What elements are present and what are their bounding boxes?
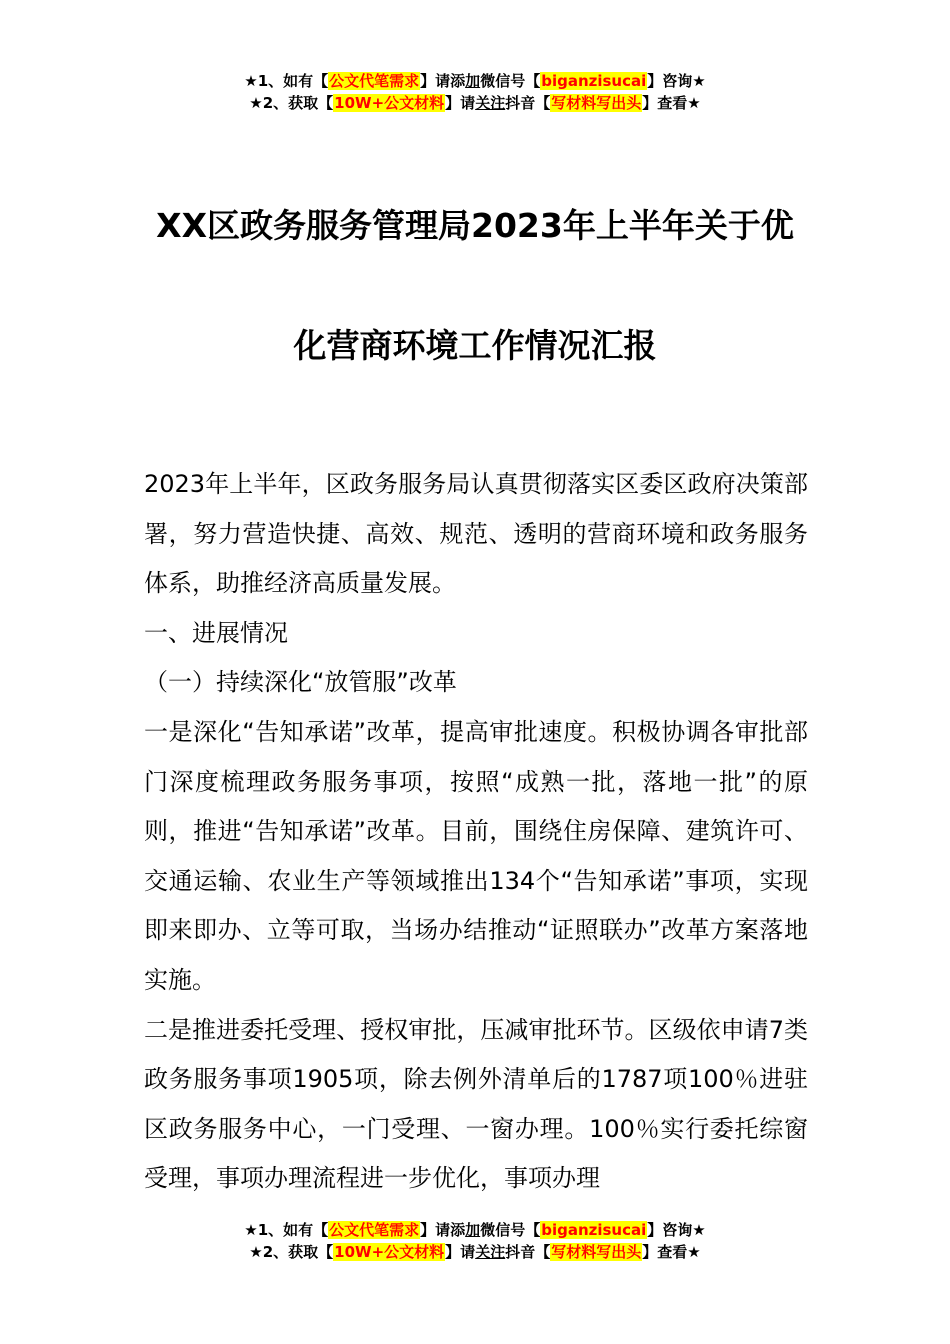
paragraph-item-2: 二是推进委托受理、授权审批，压减审批环节。区级依申请7类政务服务事项1905项，除去例外清单后的1787项100％进驻区政务服务中心，一门受理、一窗办理。100％实行委托综窗受理，事项办理流程进一步优化，事项办理: [144, 1015, 808, 1193]
document-body: [144, 460, 808, 1204]
highlight-service: 公文代笔需求: [329, 1221, 420, 1239]
banner-text: 2、获取【: [262, 1243, 334, 1261]
banner-text: 】请添: [420, 1221, 466, 1239]
star-icon: ★: [249, 1243, 263, 1261]
document-title-line-2: 化营商环境工作情况汇报: [293, 326, 657, 365]
banner-text: 2、获取【: [262, 94, 334, 112]
highlight-wechat-id: biganzisucai: [541, 72, 647, 90]
banner-line-2: [0, 1241, 950, 1263]
banner-text: 1、如有【: [257, 72, 329, 90]
banner-text: 微信号【: [480, 72, 541, 90]
banner-line-1: [0, 70, 950, 92]
banner-line-2: [0, 92, 950, 114]
banner-text: 抖音【: [505, 94, 551, 112]
banner-text: 】查看: [642, 1243, 688, 1261]
banner-underlined-text: 加: [465, 1221, 481, 1239]
section-heading: 一、进展情况: [144, 618, 288, 647]
banner-text: 1、如有【: [257, 1221, 329, 1239]
subsection-heading: （一）持续深化“放管服”改革: [144, 668, 457, 697]
paragraph-item-1: 一是深化“告知承诺”改革，提高审批速度。积极协调各审批部门深度梳理政务服务事项，按照“成熟一批，落地一批”的原则，推进“告知承诺”改革。目前，围绕住房保障、建筑许可、交通运输、农业生产等领域推出134个“告知承诺”事项，实现即来即办、立等可取，当场办结推动“证照联办”改革方案落地实施。: [144, 717, 808, 994]
banner-line-1: [0, 1219, 950, 1241]
banner-text: 微信号【: [480, 1221, 541, 1239]
star-icon: ★: [687, 1243, 701, 1261]
highlight-wechat-id: biganzisucai: [541, 1221, 647, 1239]
star-icon: ★: [692, 1221, 706, 1239]
banner-text: 】请: [445, 94, 476, 112]
banner-underlined-text: 加: [465, 72, 481, 90]
banner-underlined-text: 关注: [475, 1243, 506, 1261]
star-icon: ★: [244, 1221, 258, 1239]
bottom-banner: [0, 1219, 950, 1263]
star-icon: ★: [692, 72, 706, 90]
highlight-douyin-account: 写材料写出头: [551, 1243, 642, 1261]
highlight-douyin-account: 写材料写出头: [551, 94, 642, 112]
top-banner: [0, 70, 950, 114]
banner-text: 】请添: [420, 72, 466, 90]
highlight-materials: 10W+公文材料: [334, 94, 445, 112]
banner-text: 】咨询: [647, 1221, 693, 1239]
banner-text: 】请: [445, 1243, 476, 1261]
banner-text: 】查看: [642, 94, 688, 112]
star-icon: ★: [244, 72, 258, 90]
highlight-materials: 10W+公文材料: [334, 1243, 445, 1261]
star-icon: ★: [249, 94, 263, 112]
banner-text: 】咨询: [647, 72, 693, 90]
document-title-line-1: XX区政务服务管理局2023年上半年关于优: [156, 206, 794, 245]
banner-text: 抖音【: [505, 1243, 551, 1261]
star-icon: ★: [687, 94, 701, 112]
banner-underlined-text: 关注: [475, 94, 506, 112]
highlight-service: 公文代笔需求: [329, 72, 420, 90]
paragraph-intro: 2023年上半年，区政务服务局认真贯彻落实区委区政府决策部署，努力营造快捷、高效、规范、透明的营商环境和政务服务体系，助推经济高质量发展。: [144, 470, 808, 598]
